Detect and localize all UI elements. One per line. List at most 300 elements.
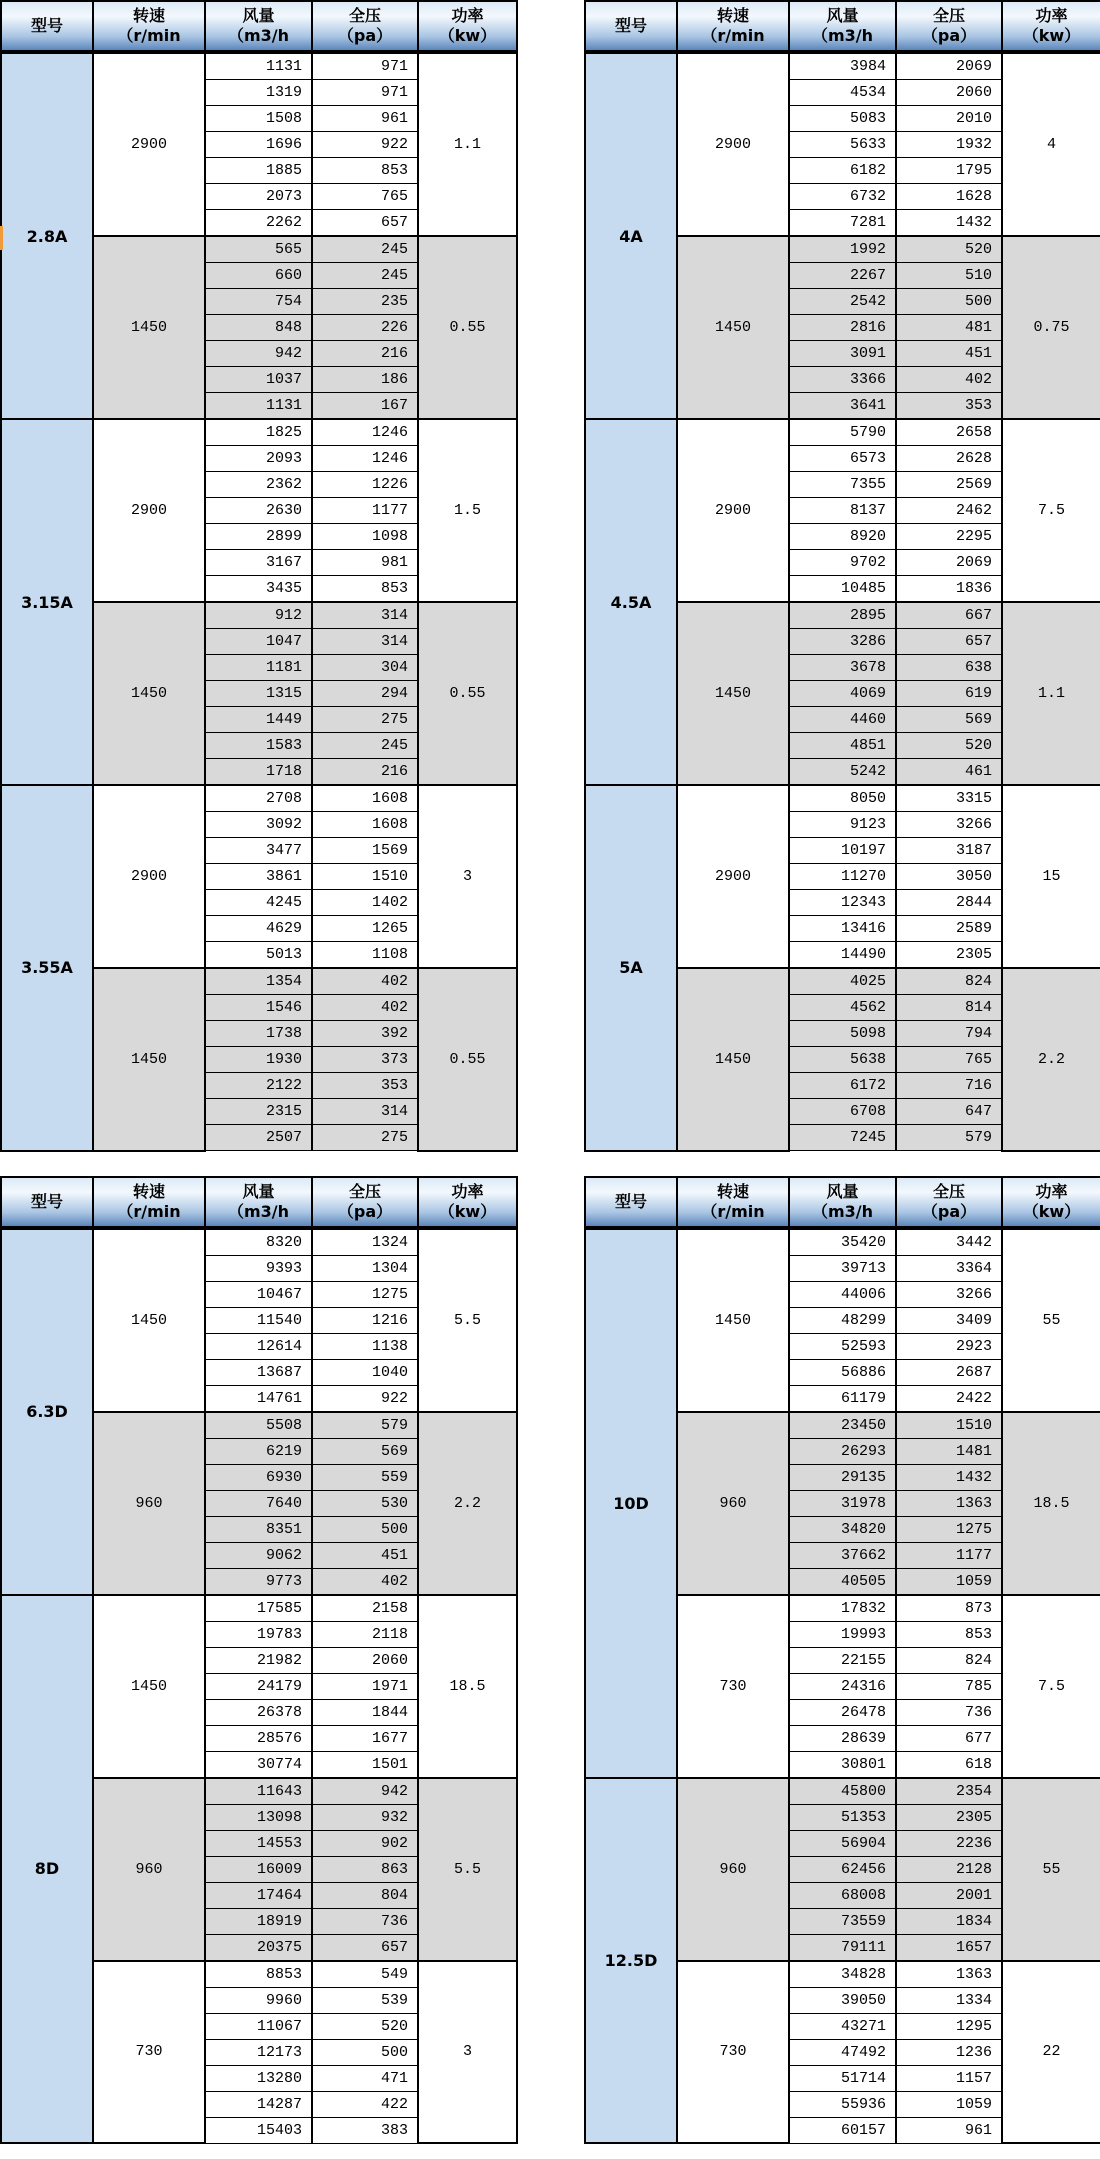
- pressure-cell: 402: [896, 367, 1002, 393]
- table-row: [585, 52, 1100, 80]
- pressure-cell: 619: [896, 681, 1002, 707]
- volume-cell: 3286: [789, 629, 896, 655]
- pressure-cell: 500: [312, 2039, 418, 2065]
- pressure-cell: 245: [312, 236, 418, 263]
- volume-cell: 3091: [789, 341, 896, 367]
- volume-cell: 4069: [789, 681, 896, 707]
- model-cell: 5A: [585, 785, 677, 1151]
- volume-cell: 1181: [205, 655, 312, 681]
- model-cell: 8D: [1, 1595, 93, 2144]
- model-cell: 6.3D: [1, 1228, 93, 1595]
- volume-cell: 21982: [205, 1647, 312, 1673]
- header-speed-col-text: 转速: [716, 6, 749, 25]
- speed-cell: 1450: [93, 1595, 205, 1778]
- pressure-cell: 853: [312, 158, 418, 184]
- volume-cell: 73559: [789, 1908, 896, 1934]
- header-model-col: [585, 1, 677, 52]
- volume-cell: 1319: [205, 80, 312, 106]
- table-row: [585, 1228, 1100, 1256]
- volume-cell: 60157: [789, 2117, 896, 2143]
- volume-cell: 2093: [205, 446, 312, 472]
- pressure-cell: 451: [312, 1542, 418, 1568]
- volume-cell: 1718: [205, 759, 312, 786]
- volume-cell: 2362: [205, 472, 312, 498]
- pressure-cell: 520: [312, 2013, 418, 2039]
- table-row: [585, 1778, 1100, 1805]
- speed-cell: 1450: [677, 602, 789, 785]
- volume-cell: 14553: [205, 1830, 312, 1856]
- pressure-cell: 1324: [312, 1228, 418, 1256]
- volume-cell: 4562: [789, 995, 896, 1021]
- pressure-cell: 657: [312, 210, 418, 237]
- volume-cell: 565: [205, 236, 312, 263]
- volume-cell: 28639: [789, 1725, 896, 1751]
- pressure-cell: 3315: [896, 785, 1002, 812]
- header-power-col-text: 功率: [451, 1181, 484, 1201]
- power-cell: 3: [418, 1961, 517, 2144]
- pressure-cell: 314: [312, 629, 418, 655]
- power-cell: 4: [1002, 52, 1100, 236]
- volume-cell: 11540: [205, 1307, 312, 1333]
- header-volume-col-text: （m3/h: [227, 26, 290, 45]
- volume-cell: 62456: [789, 1856, 896, 1882]
- pressure-cell: 2295: [896, 524, 1002, 550]
- pressure-cell: 2569: [896, 472, 1002, 498]
- header-speed-col: [93, 1, 205, 52]
- pressure-cell: 971: [312, 52, 418, 80]
- volume-cell: 9960: [205, 1987, 312, 2013]
- volume-cell: 34828: [789, 1961, 896, 1988]
- pressure-cell: 1177: [896, 1542, 1002, 1568]
- volume-cell: 1047: [205, 629, 312, 655]
- pressure-cell: 2118: [312, 1621, 418, 1647]
- pressure-cell: 2069: [896, 52, 1002, 80]
- header-speed-col-text: 转速: [716, 1181, 749, 1201]
- volume-cell: 13687: [205, 1359, 312, 1385]
- volume-cell: 10197: [789, 838, 896, 864]
- pressure-cell: 2060: [312, 1647, 418, 1673]
- pressure-cell: 402: [312, 995, 418, 1021]
- pressure-cell: 245: [312, 263, 418, 289]
- header-volume-col: [205, 1177, 312, 1228]
- pressure-cell: 3266: [896, 812, 1002, 838]
- volume-cell: 9702: [789, 550, 896, 576]
- pressure-cell: 1363: [896, 1490, 1002, 1516]
- header-row: [585, 1, 1100, 52]
- pressure-cell: 549: [312, 1961, 418, 1988]
- volume-cell: 7281: [789, 210, 896, 237]
- pressure-cell: 1275: [896, 1516, 1002, 1542]
- volume-cell: 55936: [789, 2091, 896, 2117]
- volume-cell: 2542: [789, 289, 896, 315]
- volume-cell: 1930: [205, 1047, 312, 1073]
- volume-cell: 1825: [205, 419, 312, 446]
- pressure-cell: 2422: [896, 1385, 1002, 1412]
- volume-cell: 6172: [789, 1073, 896, 1099]
- volume-cell: 10467: [205, 1281, 312, 1307]
- volume-cell: 3092: [205, 812, 312, 838]
- header-speed-col-text: 转速: [132, 6, 165, 25]
- model-cell: 3.15A: [1, 419, 93, 785]
- pressure-cell: 961: [312, 106, 418, 132]
- volume-cell: 7355: [789, 472, 896, 498]
- pressure-cell: 961: [896, 2117, 1002, 2143]
- pressure-cell: 1510: [312, 864, 418, 890]
- pressure-cell: 402: [312, 968, 418, 995]
- pressure-cell: 824: [896, 1647, 1002, 1673]
- model-cell: 4A: [585, 52, 677, 419]
- pressure-cell: 667: [896, 602, 1002, 629]
- power-cell: 22: [1002, 1961, 1100, 2144]
- volume-cell: 3435: [205, 576, 312, 603]
- power-cell: 55: [1002, 1228, 1100, 1412]
- pressure-cell: 1971: [312, 1673, 418, 1699]
- pressure-cell: 853: [312, 576, 418, 603]
- volume-cell: 5633: [789, 132, 896, 158]
- volume-cell: 79111: [789, 1934, 896, 1961]
- header-speed-col: [677, 1, 789, 52]
- pressure-cell: 1295: [896, 2013, 1002, 2039]
- header-pressure-col-text: 全压: [348, 1181, 381, 1201]
- volume-cell: 4851: [789, 733, 896, 759]
- header-power-col: [1002, 1177, 1100, 1228]
- pressure-cell: 353: [312, 1073, 418, 1099]
- pressure-cell: 2305: [896, 942, 1002, 969]
- speed-cell: 1450: [677, 968, 789, 1151]
- fan-spec-table-bottom-right: [584, 1176, 1100, 2145]
- volume-cell: 22155: [789, 1647, 896, 1673]
- volume-cell: 45800: [789, 1778, 896, 1805]
- volume-cell: 1738: [205, 1021, 312, 1047]
- power-cell: 0.55: [418, 236, 517, 419]
- pressure-cell: 294: [312, 681, 418, 707]
- volume-cell: 3861: [205, 864, 312, 890]
- pressure-cell: 1836: [896, 576, 1002, 603]
- pressure-cell: 863: [312, 1856, 418, 1882]
- power-cell: 55: [1002, 1778, 1100, 1961]
- header-speed-col-text: （r/min: [701, 26, 765, 45]
- volume-cell: 1354: [205, 968, 312, 995]
- power-cell: 0.75: [1002, 236, 1100, 419]
- fan-spec-table-top-right: [584, 0, 1100, 1152]
- pressure-cell: 314: [312, 1099, 418, 1125]
- pressure-cell: 314: [312, 602, 418, 629]
- volume-cell: 660: [205, 263, 312, 289]
- header-speed-col-text: （r/min: [117, 26, 181, 45]
- speed-cell: 1450: [93, 968, 205, 1151]
- volume-cell: 26378: [205, 1699, 312, 1725]
- pressure-cell: 1236: [896, 2039, 1002, 2065]
- header-model-col-text: 型号: [614, 1191, 647, 1211]
- pressure-cell: 1098: [312, 524, 418, 550]
- pressure-cell: 422: [312, 2091, 418, 2117]
- header-power-col-text: 功率: [1035, 6, 1068, 25]
- pressure-cell: 226: [312, 315, 418, 341]
- pressure-cell: 2589: [896, 916, 1002, 942]
- header-pressure-col: [312, 1177, 418, 1228]
- volume-cell: 24179: [205, 1673, 312, 1699]
- volume-cell: 7640: [205, 1490, 312, 1516]
- pressure-cell: 765: [896, 1047, 1002, 1073]
- pressure-cell: 618: [896, 1751, 1002, 1778]
- volume-cell: 6930: [205, 1464, 312, 1490]
- pressure-cell: 638: [896, 655, 1002, 681]
- header-pressure-col-text: 全压: [348, 6, 381, 25]
- pressure-cell: 873: [896, 1595, 1002, 1622]
- pressure-cell: 2128: [896, 1856, 1002, 1882]
- volume-cell: 34820: [789, 1516, 896, 1542]
- speed-cell: 2900: [677, 52, 789, 236]
- pressure-cell: 647: [896, 1099, 1002, 1125]
- volume-cell: 2899: [205, 524, 312, 550]
- header-volume-col-text: 风量: [826, 6, 859, 25]
- volume-cell: 8320: [205, 1228, 312, 1256]
- speed-cell: 2900: [93, 52, 205, 236]
- volume-cell: 9773: [205, 1568, 312, 1595]
- pressure-cell: 530: [312, 1490, 418, 1516]
- pressure-cell: 1834: [896, 1908, 1002, 1934]
- speed-cell: 1450: [93, 1228, 205, 1412]
- volume-cell: 8920: [789, 524, 896, 550]
- header-volume-col: [789, 1177, 896, 1228]
- pressure-cell: 402: [312, 1568, 418, 1595]
- pressure-cell: 785: [896, 1673, 1002, 1699]
- pressure-cell: 824: [896, 968, 1002, 995]
- pressure-cell: 2923: [896, 1333, 1002, 1359]
- volume-cell: 3678: [789, 655, 896, 681]
- pressure-cell: 2687: [896, 1359, 1002, 1385]
- speed-cell: 730: [677, 1595, 789, 1778]
- pressure-cell: 1138: [312, 1333, 418, 1359]
- pressure-cell: 1246: [312, 446, 418, 472]
- header-power-col-text: （kw）: [438, 1201, 497, 1221]
- pressure-cell: 2844: [896, 890, 1002, 916]
- pressure-cell: 245: [312, 733, 418, 759]
- volume-cell: 40505: [789, 1568, 896, 1595]
- pressure-cell: 2001: [896, 1882, 1002, 1908]
- header-volume-col-text: 风量: [826, 1181, 859, 1201]
- pressure-cell: 481: [896, 315, 1002, 341]
- pressure-cell: 1304: [312, 1255, 418, 1281]
- header-power-col: [418, 1177, 517, 1228]
- volume-cell: 48299: [789, 1307, 896, 1333]
- volume-cell: 942: [205, 341, 312, 367]
- table-row: [1, 1595, 517, 1622]
- header-volume-col: [789, 1, 896, 52]
- power-cell: 2.2: [1002, 968, 1100, 1151]
- volume-cell: 26293: [789, 1438, 896, 1464]
- pressure-cell: 373: [312, 1047, 418, 1073]
- header-power-col-text: （kw）: [1022, 1201, 1081, 1221]
- pressure-cell: 794: [896, 1021, 1002, 1047]
- volume-cell: 4629: [205, 916, 312, 942]
- speed-cell: 2900: [677, 419, 789, 602]
- pressure-cell: 500: [312, 1516, 418, 1542]
- speed-cell: 2900: [93, 785, 205, 968]
- pressure-cell: 716: [896, 1073, 1002, 1099]
- header-power-col: [1002, 1, 1100, 52]
- volume-cell: 52593: [789, 1333, 896, 1359]
- pressure-cell: 922: [312, 1385, 418, 1412]
- pressure-cell: 471: [312, 2065, 418, 2091]
- pressure-cell: 765: [312, 184, 418, 210]
- model-cell: 12.5D: [585, 1778, 677, 2144]
- header-row: [1, 1, 517, 52]
- volume-cell: 3477: [205, 838, 312, 864]
- volume-cell: 2708: [205, 785, 312, 812]
- pressure-cell: 736: [896, 1699, 1002, 1725]
- pressure-cell: 1795: [896, 158, 1002, 184]
- volume-cell: 2895: [789, 602, 896, 629]
- volume-cell: 3641: [789, 393, 896, 420]
- speed-cell: 960: [677, 1778, 789, 1961]
- pressure-cell: 3266: [896, 1281, 1002, 1307]
- pressure-cell: 275: [312, 707, 418, 733]
- pressure-cell: 1932: [896, 132, 1002, 158]
- pressure-cell: 902: [312, 1830, 418, 1856]
- header-power-col-text: 功率: [451, 6, 484, 25]
- volume-cell: 17464: [205, 1882, 312, 1908]
- power-cell: 1.1: [418, 52, 517, 236]
- pressure-cell: 1275: [312, 1281, 418, 1307]
- volume-cell: 37662: [789, 1542, 896, 1568]
- pressure-cell: 1608: [312, 785, 418, 812]
- pressure-cell: 1334: [896, 1987, 1002, 2013]
- header-model-col-text: 型号: [614, 16, 647, 35]
- pressure-cell: 520: [896, 733, 1002, 759]
- volume-cell: 1696: [205, 132, 312, 158]
- bottom-tables-row: [0, 1176, 1100, 2145]
- pressure-cell: 1628: [896, 184, 1002, 210]
- pressure-cell: 804: [312, 1882, 418, 1908]
- volume-cell: 5242: [789, 759, 896, 786]
- volume-cell: 68008: [789, 1882, 896, 1908]
- table-row: [1, 785, 517, 812]
- volume-cell: 1315: [205, 681, 312, 707]
- pressure-cell: 3409: [896, 1307, 1002, 1333]
- pressure-cell: 304: [312, 655, 418, 681]
- volume-cell: 39050: [789, 1987, 896, 2013]
- header-power-col-text: （kw）: [438, 26, 497, 45]
- pressure-cell: 2305: [896, 1804, 1002, 1830]
- pressure-cell: 461: [896, 759, 1002, 786]
- pressure-cell: 1108: [312, 942, 418, 969]
- volume-cell: 1992: [789, 236, 896, 263]
- volume-cell: 8050: [789, 785, 896, 812]
- pressure-cell: 971: [312, 80, 418, 106]
- header-speed-col-text: （r/min: [117, 1201, 181, 1221]
- volume-cell: 8853: [205, 1961, 312, 1988]
- pressure-cell: 216: [312, 759, 418, 786]
- header-speed-col: [677, 1177, 789, 1228]
- header-volume-col-text: （m3/h: [811, 1201, 874, 1221]
- header-model-col: [1, 1, 93, 52]
- volume-cell: 13280: [205, 2065, 312, 2091]
- pressure-cell: 932: [312, 1804, 418, 1830]
- header-volume-col-text: 风量: [242, 1181, 275, 1201]
- volume-cell: 1449: [205, 707, 312, 733]
- header-model-col: [585, 1177, 677, 1228]
- volume-cell: 10485: [789, 576, 896, 603]
- volume-cell: 30801: [789, 1751, 896, 1778]
- volume-cell: 12343: [789, 890, 896, 916]
- volume-cell: 12173: [205, 2039, 312, 2065]
- volume-cell: 1508: [205, 106, 312, 132]
- volume-cell: 19993: [789, 1621, 896, 1647]
- volume-cell: 754: [205, 289, 312, 315]
- pressure-cell: 3050: [896, 864, 1002, 890]
- volume-cell: 5083: [789, 106, 896, 132]
- pressure-cell: 579: [896, 1125, 1002, 1151]
- pressure-cell: 1402: [312, 890, 418, 916]
- header-pressure-col: [896, 1177, 1002, 1228]
- pressure-cell: 275: [312, 1125, 418, 1151]
- volume-cell: 4245: [205, 890, 312, 916]
- volume-cell: 51353: [789, 1804, 896, 1830]
- fan-spec-table-top-left: [0, 0, 518, 1152]
- header-pressure-col-text: （pa）: [921, 26, 977, 45]
- volume-cell: 23450: [789, 1412, 896, 1439]
- header-model-col-text: 型号: [30, 1191, 63, 1211]
- volume-cell: 26478: [789, 1699, 896, 1725]
- volume-cell: 12614: [205, 1333, 312, 1359]
- volume-cell: 6182: [789, 158, 896, 184]
- volume-cell: 2315: [205, 1099, 312, 1125]
- volume-cell: 8137: [789, 498, 896, 524]
- header-pressure-col: [312, 1, 418, 52]
- volume-cell: 8351: [205, 1516, 312, 1542]
- pressure-cell: 216: [312, 341, 418, 367]
- table-row: [585, 419, 1100, 446]
- volume-cell: 7245: [789, 1125, 896, 1151]
- pressure-cell: 2158: [312, 1595, 418, 1622]
- pressure-cell: 1363: [896, 1961, 1002, 1988]
- volume-cell: 11643: [205, 1778, 312, 1805]
- pressure-cell: 3187: [896, 838, 1002, 864]
- volume-cell: 11270: [789, 864, 896, 890]
- table-slot-bottom-left: [0, 1176, 518, 2145]
- header-row: [585, 1177, 1100, 1228]
- speed-cell: 1450: [677, 1228, 789, 1412]
- pressure-cell: 853: [896, 1621, 1002, 1647]
- volume-cell: 5098: [789, 1021, 896, 1047]
- header-speed-col-text: 转速: [132, 1181, 165, 1201]
- volume-cell: 2073: [205, 184, 312, 210]
- volume-cell: 20375: [205, 1934, 312, 1961]
- volume-cell: 13416: [789, 916, 896, 942]
- pressure-cell: 814: [896, 995, 1002, 1021]
- pressure-cell: 451: [896, 341, 1002, 367]
- speed-cell: 960: [93, 1778, 205, 1961]
- speed-cell: 2900: [93, 419, 205, 602]
- pressure-cell: 392: [312, 1021, 418, 1047]
- model-cell: 10D: [585, 1228, 677, 1778]
- header-model-col-text: 型号: [30, 16, 63, 35]
- volume-cell: 3167: [205, 550, 312, 576]
- volume-cell: 16009: [205, 1856, 312, 1882]
- volume-cell: 4534: [789, 80, 896, 106]
- pressure-cell: 167: [312, 393, 418, 420]
- pressure-cell: 1216: [312, 1307, 418, 1333]
- model-cell: 4.5A: [585, 419, 677, 785]
- volume-cell: 15403: [205, 2117, 312, 2143]
- volume-cell: 14287: [205, 2091, 312, 2117]
- pressure-cell: 942: [312, 1778, 418, 1805]
- table-row: [1, 1228, 517, 1256]
- pressure-cell: 2462: [896, 498, 1002, 524]
- volume-cell: 51714: [789, 2065, 896, 2091]
- volume-cell: 2816: [789, 315, 896, 341]
